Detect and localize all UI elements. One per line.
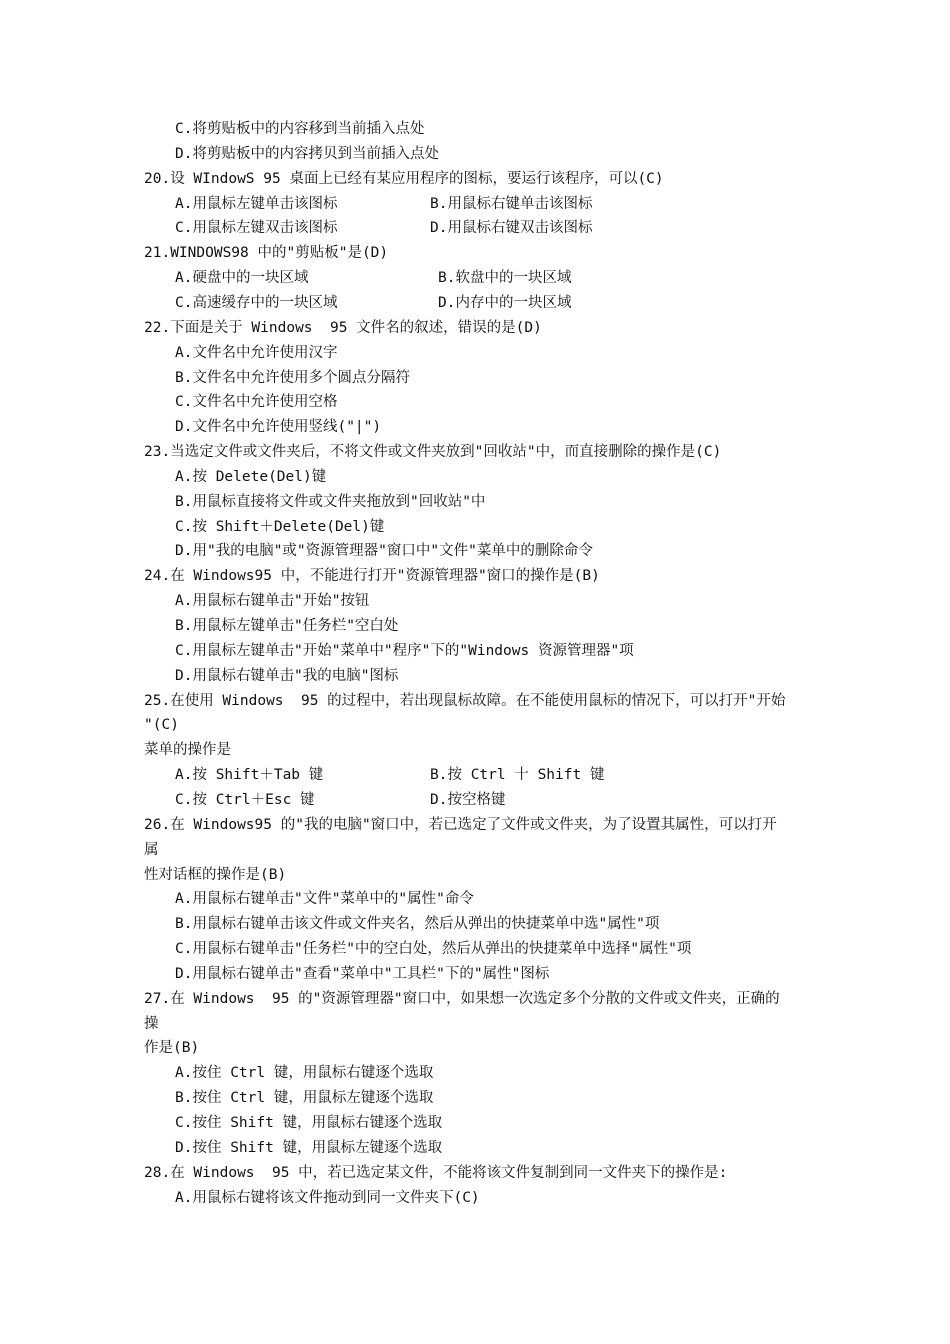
question-line	[144, 988, 780, 1010]
line-text: 21.WINDOWS98 中的"剪贴板"是(D)	[144, 245, 389, 262]
question-line	[144, 839, 159, 861]
question-line	[144, 317, 542, 339]
line-text: 属	[144, 841, 159, 858]
option-line	[175, 913, 659, 935]
line-text: D.按住 Shift 键，用鼠标左键逐个选取	[175, 1139, 443, 1156]
option-line	[175, 789, 506, 811]
question-line	[144, 1037, 199, 1059]
question-line	[144, 242, 388, 264]
option-line	[175, 416, 381, 438]
line-text: "(C)	[144, 717, 179, 734]
line-text: 作是(B)	[144, 1040, 200, 1057]
option-line	[175, 516, 384, 538]
option-line	[175, 764, 605, 786]
option-line	[175, 391, 337, 413]
option-line	[175, 217, 593, 239]
question-line	[144, 864, 286, 886]
line-text-second-column: B.按 Ctrl 十 Shift 键	[430, 767, 605, 784]
line-text: B.用鼠标直接将文件或文件夹拖放到"回收站"中	[175, 493, 486, 510]
line-text: A.按 Delete(Del)键	[175, 468, 327, 485]
line-text: 20.设 WIndowS 95 桌面上已经有某应用程序的图标，要运行该程序，可以(C)	[144, 170, 664, 187]
question-line	[144, 565, 600, 587]
line-text: C.用鼠标右键单击"任务栏"中的空白处，然后从弹出的快捷菜单中选择"属性"项	[175, 941, 692, 958]
line-text-second-column: D.按空格键	[430, 791, 506, 808]
line-text: D.将剪贴板中的内容拷贝到当前插入点处	[175, 145, 439, 162]
line-text: A.用鼠标右键单击"文件"菜单中的"属性"命令	[175, 891, 474, 908]
line-text-second-column: B.软盘中的一块区域	[438, 270, 572, 287]
line-text: C.按住 Shift 键，用鼠标右键逐个选取	[175, 1115, 443, 1131]
line-text: B.按住 Ctrl 键，用鼠标左键逐个选取	[175, 1090, 434, 1107]
option-line	[175, 491, 485, 513]
option-line	[175, 665, 398, 687]
line-text: 28.在 Windows 95 中，若已选定某文件，不能将该文件复制到同一文件夹下的操作是:	[144, 1164, 728, 1181]
line-text: C.用鼠标左键双击该图标	[175, 220, 338, 237]
option-line	[175, 963, 549, 985]
option-line	[175, 540, 593, 562]
question-line	[144, 1162, 727, 1184]
line-text: C.按 Shift＋Delete(Del)键	[175, 518, 385, 535]
option-line	[175, 342, 337, 364]
line-text: D.文件名中允许使用竖线("|")	[175, 419, 382, 436]
line-text: C.高速缓存中的一块区域	[175, 294, 338, 311]
line-text: C.按 Ctrl＋Esc 键	[175, 791, 315, 808]
line-text: 性对话框的操作是(B)	[144, 866, 287, 883]
line-text-second-column: D.内存中的一块区域	[438, 294, 572, 311]
option-line	[175, 640, 634, 662]
option-line	[175, 118, 424, 140]
line-text-second-column: D.用鼠标右键双击该图标	[430, 220, 593, 237]
line-text: 24.在 Windows95 中，不能进行打开"资源管理器"窗口的操作是(B)	[144, 568, 600, 585]
option-line	[175, 466, 326, 488]
line-text: A.用鼠标右键将该文件拖动到同一文件夹下(C)	[175, 1189, 480, 1206]
line-text: A.硬盘中的一块区域	[175, 270, 309, 287]
option-line	[175, 267, 572, 289]
option-line	[175, 938, 691, 960]
option-line	[175, 1112, 442, 1134]
line-text: B.用鼠标右键单击该文件或文件夹名，然后从弹出的快捷菜单中选"属性"项	[175, 916, 660, 933]
question-line	[144, 690, 785, 712]
line-text: 26.在 Windows95 的"我的电脑"窗口中，若已选定了文件或文件夹，为了设置其属性，可以打开	[144, 816, 777, 833]
line-text: 23.当选定文件或文件夹后，不将文件或文件夹放到"回收站"中，而直接删除的操作是(C)	[144, 444, 722, 461]
line-text: B.文件名中允许使用多个圆点分隔符	[175, 369, 410, 386]
line-text: C.文件名中允许使用空格	[175, 394, 338, 411]
question-line	[144, 714, 179, 736]
question-line	[144, 1013, 159, 1035]
option-line	[175, 888, 474, 910]
line-text: A.用鼠标右键单击"开始"按钮	[175, 593, 370, 610]
option-line	[175, 367, 410, 389]
option-line	[175, 1187, 480, 1209]
option-line	[175, 193, 593, 215]
line-text: 27.在 Windows 95 的"资源管理器"窗口中，如果想一次选定多个分散的文件或文件夹，正确的	[144, 990, 780, 1007]
line-text: A.用鼠标左键单击该图标	[175, 195, 338, 212]
line-text: A.按住 Ctrl 键，用鼠标右键逐个选取	[175, 1065, 434, 1082]
line-text: 25.在使用 Windows 95 的过程中，若出现鼠标故障。在不能使用鼠标的情况下，可以打开"开始	[144, 692, 786, 709]
question-line	[144, 168, 664, 190]
line-text: D.用鼠标右键单击"查看"菜单中"工具栏"下的"属性"图标	[175, 965, 550, 982]
option-line	[175, 590, 369, 612]
line-text: 22.下面是关于 Windows 95 文件名的叙述，错误的是(D)	[144, 319, 542, 336]
option-line	[175, 1062, 433, 1084]
line-text: 操	[144, 1015, 159, 1032]
question-line	[144, 441, 721, 463]
question-line	[144, 814, 777, 836]
option-line	[175, 1137, 442, 1159]
question-line	[144, 739, 231, 761]
line-text: C.用鼠标左键单击"开始"菜单中"程序"下的"Windows 资源管理器"项	[175, 642, 634, 659]
option-line	[175, 143, 439, 165]
line-text: A.按 Shift＋Tab 键	[175, 767, 324, 784]
line-text: C.将剪贴板中的内容移到当前插入点处	[175, 121, 425, 137]
line-text: D.用"我的电脑"或"资源管理器"窗口中"文件"菜单中的删除命令	[175, 543, 593, 560]
option-line	[175, 615, 398, 637]
line-text: B.用鼠标左键单击"任务栏"空白处	[175, 618, 399, 634]
option-line	[175, 292, 572, 314]
line-text: 菜单的操作是	[144, 742, 231, 759]
line-text-second-column: B.用鼠标右键单击该图标	[430, 195, 593, 212]
line-text: D.用鼠标右键单击"我的电脑"图标	[175, 667, 399, 684]
option-line	[175, 1087, 433, 1109]
line-text: A.文件名中允许使用汉字	[175, 344, 338, 361]
